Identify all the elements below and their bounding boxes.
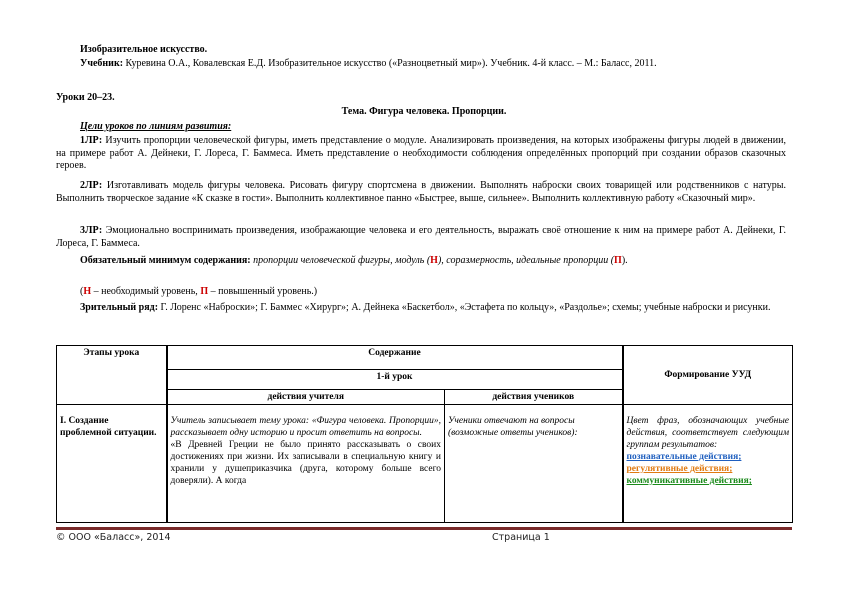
uud-communicative: коммуникативные действия; bbox=[626, 476, 752, 486]
footer-copyright: © ООО «Баласс», 2014 bbox=[56, 532, 171, 543]
textbook-label: Учебник: bbox=[80, 58, 124, 69]
subject-title: Изобразительное искусство. bbox=[80, 44, 208, 55]
goals-heading: Цели уроков по линиям развития: bbox=[80, 121, 232, 132]
row1-student: Ученики отвечают на вопросы (возможные ответы учеников): bbox=[445, 405, 623, 523]
lr1-text: Изучить пропорции человеческой фигуры, иметь представление о модуле. Анализировать произведения, на которых изображены фигуры людей в движении, на примере работ А. Дейнеки, Г. Лореса, Г. Баммеса. Иметь представление о необходимости соблюдения определённых пропорций при создании образов сказочных героев. bbox=[56, 135, 786, 172]
goal-lr2 bbox=[56, 180, 786, 205]
minimum-text-2: ), соразмерность, идеальные пропорции ( bbox=[437, 255, 615, 266]
header-content: Содержание bbox=[167, 346, 623, 370]
row1-teacher-intro: Учитель записывает тему урока: «Фигура человека. Пропорции», рассказывает одну историю и просит ответить на вопросы. bbox=[170, 416, 441, 438]
uud-intro: Цвет фраз, обозначающих учебные действия, соответствует следующим группам результатов: bbox=[626, 416, 790, 450]
levels-n-text: – необходимый уровень, bbox=[91, 286, 201, 297]
header-teacher-actions: действия учителя bbox=[167, 390, 445, 405]
visual-label: Зрительный ряд: bbox=[80, 302, 159, 313]
levels-p: П bbox=[200, 286, 209, 297]
level-p-marker: П bbox=[614, 255, 622, 266]
lesson-plan-table bbox=[56, 345, 793, 523]
row1-teacher bbox=[167, 405, 445, 523]
goal-lr1 bbox=[56, 135, 786, 173]
levels-p-text: – повышенный уровень.) bbox=[208, 286, 318, 297]
textbook-reference bbox=[80, 58, 786, 71]
minimum-label: Обязательный минимум содержания: bbox=[80, 255, 251, 266]
visual-series bbox=[56, 302, 786, 315]
row1-uud bbox=[623, 405, 793, 523]
header-uud: Формирование УУД bbox=[623, 346, 793, 405]
lr1-label: 1ЛР: bbox=[80, 135, 103, 146]
topic-title: Тема. Фигура человека. Пропорции. bbox=[341, 106, 507, 117]
minimum-text-3: ). bbox=[621, 255, 628, 266]
level-n-marker: Н bbox=[430, 255, 438, 266]
lr2-text: Изготавливать модель фигуры человека. Рисовать фигуру спортсмена в движении. Выполнять наброски своих товарищей или родственников с натуры. Выполнить творческое задание «К сказке в гости». Выполнить коллективное панно «Быстрее, выше, сильнее». Выполнить коллективную работу «Сказочный мир». bbox=[56, 180, 786, 204]
uud-regulatory: регулятивные действия; bbox=[626, 464, 733, 474]
header-student-actions: действия учеников bbox=[445, 390, 623, 405]
goal-lr3 bbox=[56, 225, 786, 250]
footer-rule bbox=[56, 527, 792, 530]
textbook-text: Куревина О.А., Ковалевская Е.Д. Изобразительное искусство («Разноцветный мир»). Учебник. 4-й класс. – М.: Баласс, 2011. bbox=[123, 58, 657, 69]
header-stages: Этапы урока bbox=[57, 346, 167, 405]
row1-stage: I. Создание проблемной ситуации. bbox=[57, 405, 167, 523]
lr3-label: 3ЛР: bbox=[80, 225, 103, 236]
lessons-label: Уроки 20–23. bbox=[56, 92, 115, 103]
levels-n: Н bbox=[83, 286, 92, 297]
header-lesson: 1-й урок bbox=[167, 370, 623, 390]
footer-page-number: Страница 1 bbox=[492, 532, 550, 543]
levels-open: ( bbox=[80, 286, 84, 297]
levels-legend bbox=[80, 286, 317, 299]
minimum-text-1: пропорции человеческой фигуры, модуль ( bbox=[250, 255, 431, 266]
visual-text: Г. Лоренс «Наброски»; Г. Баммес «Хирург»; А. Дейнека «Баскетбол», «Эстафета по кольцу», «Раздолье»; схемы; учебные наброски и рисунки. bbox=[158, 302, 771, 313]
lr2-label: 2ЛР: bbox=[80, 180, 103, 191]
uud-cognitive: познавательные действия; bbox=[626, 452, 742, 462]
lr3-text: Эмоционально воспринимать произведения, изображающие человека и его деятельность, выражать своё отношение к ним на примере работ А. Дейнеки, Г. Лореса, Г. Баммеса. bbox=[56, 225, 786, 249]
mandatory-minimum bbox=[56, 255, 786, 268]
row1-teacher-story: «В Древней Греции не было принято рассказывать о своих достижениях при жизни. Их записывали в специальную книгу и хранили у душеприказчика (друга, которому больше всего доверяли). А когда bbox=[170, 440, 441, 486]
